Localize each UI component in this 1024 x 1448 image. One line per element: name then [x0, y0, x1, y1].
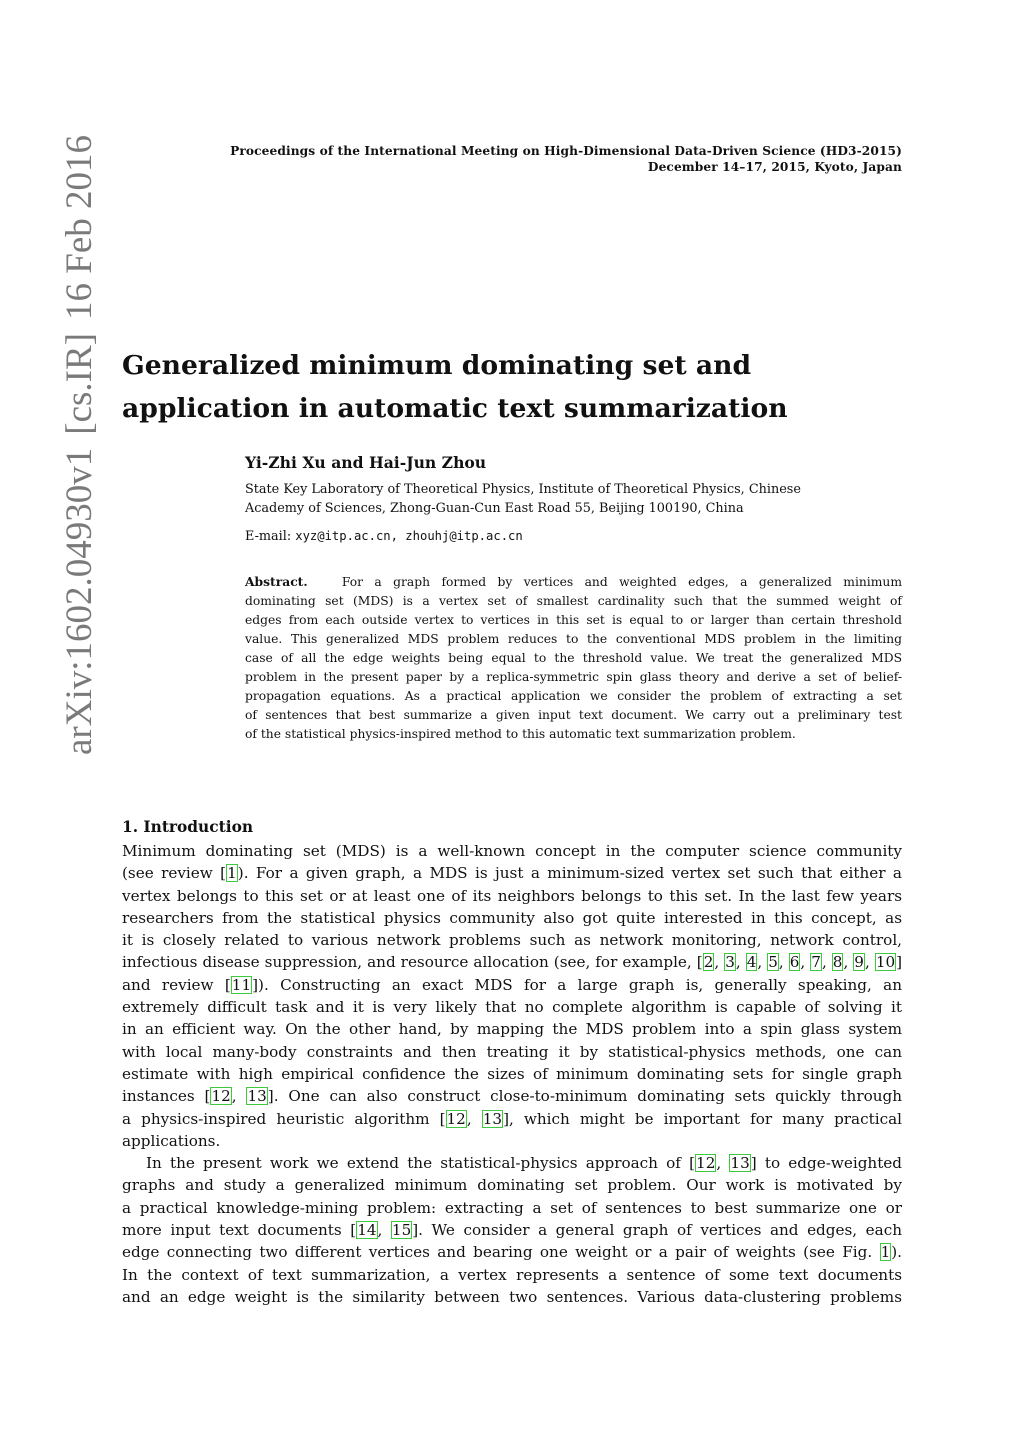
body-line	[122, 1108, 902, 1130]
text: ]	[896, 953, 903, 972]
citation-link[interactable]: 13	[482, 1109, 503, 1128]
separator: ,	[231, 1087, 247, 1106]
introduction-body	[122, 840, 902, 1308]
abstract-line: problem in the present paper by a replica-symmetric spin glass theory and derive a set of belief-	[245, 670, 902, 684]
body-line: (see review [1). For a given graph, a MDS is just a minimum-sized vertex set such that either a	[122, 864, 902, 883]
text: ] to edge-weighted	[750, 1154, 903, 1173]
text: ).	[891, 1243, 902, 1262]
affiliation	[245, 480, 905, 518]
text: (see review	[122, 864, 221, 883]
affiliation-line-2: Academy of Sciences, Zhong-Guan-Cun East Road 55, Beijing 100190, China	[245, 501, 744, 516]
body-line	[122, 1219, 902, 1241]
citation-link[interactable]: 10	[875, 953, 896, 972]
text: a physics-inspired heuristic algorithm [	[122, 1109, 446, 1128]
citation-link[interactable]: 4	[746, 953, 757, 972]
abstract-line: of sentences that best summarize a given input text document. We carry out a preliminary test	[245, 708, 902, 722]
body-line: researchers from the statistical physics community also got quite interested in this concept, as	[122, 908, 902, 927]
text: infectious disease suppression, and resource allocation (see, for example, [	[122, 953, 703, 972]
body-line: a practical knowledge-mining problem: extracting a set of sentences to best summarize one or	[122, 1198, 902, 1217]
citation-link[interactable]: 12	[696, 1154, 716, 1173]
abstract-line: of the statistical physics-inspired method to this automatic text summarization problem.	[245, 727, 796, 741]
conference-date-location: December 14–17, 2015, Kyoto, Japan	[647, 160, 902, 174]
citation-link[interactable]: 8	[832, 953, 843, 972]
arxiv-id: arXiv:1602.04930v1	[59, 447, 100, 755]
separator: ,	[821, 953, 832, 972]
body-line: estimate with high empirical confidence the sizes of minimum dominating sets for single graph	[122, 1064, 902, 1083]
citation-link[interactable]: 2	[703, 953, 714, 972]
body-line: In the context of text summarization, a vertex represents a sentence of some text documents	[122, 1265, 902, 1284]
arxiv-stamp	[55, 135, 105, 755]
abstract-label: Abstract.	[245, 574, 308, 589]
abstract-line: dominating set (MDS) is a vertex set of smallest cardinality such that the summed weight of	[245, 594, 902, 608]
citation-link[interactable]: 11	[231, 975, 252, 994]
text: more input text documents [	[122, 1221, 357, 1240]
citation-link[interactable]: 12	[211, 1087, 231, 1106]
text: and review [	[122, 975, 231, 994]
title-line-2: application in automatic text summarization	[122, 393, 788, 424]
abstract	[245, 572, 902, 744]
separator: ,	[757, 953, 768, 972]
text: ]. We consider a general graph of vertices and edges, each	[412, 1221, 902, 1240]
citation-link[interactable]: 3	[725, 953, 735, 972]
citation-link[interactable]: 13	[730, 1154, 750, 1173]
separator: ,	[778, 953, 789, 972]
body-line	[122, 1152, 902, 1174]
abstract-line	[245, 572, 902, 592]
citation-link[interactable]: 1	[227, 864, 237, 883]
body-line: and an edge weight is the similarity between two sentences. Various data-clustering problems	[122, 1287, 902, 1306]
separator: ,	[735, 953, 746, 972]
citation-link[interactable]: 13	[247, 1087, 267, 1106]
body-line: vertex belongs to this set or at least one of its neighbors belongs to this set. In the last few years	[122, 886, 902, 905]
abstract-line: edges from each outside vertex to vertices in this set is equal to or larger than certain threshold	[245, 613, 902, 627]
citation-link[interactable]: 12	[446, 1109, 466, 1128]
body-line: Minimum dominating set (MDS) is a well-known concept in the computer science community	[122, 842, 902, 860]
separator: ,	[716, 1154, 730, 1173]
body-line	[122, 1241, 902, 1263]
body-line	[122, 951, 902, 973]
email-label: E-mail:	[245, 529, 292, 544]
title-line-1: Generalized minimum dominating set and	[122, 350, 752, 381]
text: instances [	[122, 1087, 211, 1106]
text: ). For a given graph, a MDS is just a minimum-sized vertex set such that either a	[237, 864, 902, 883]
abstract-line: value. This generalized MDS problem reduces to the conventional MDS problem in the limiting	[245, 632, 902, 646]
paper-title	[122, 344, 902, 430]
body-line: it is closely related to various network problems such as network monitoring, network control,	[122, 931, 902, 950]
abstract-text: For a graph formed by vertices and weighted edges, a generalized minimum	[341, 575, 902, 589]
citation-link[interactable]: 14	[357, 1221, 377, 1240]
proceedings-header: Proceedings of the International Meeting on High-Dimensional Data-Driven Science (HD3-2015)	[230, 144, 902, 158]
abstract-line: case of all the edge weights being equal to the threshold value. We treat the generalized MDS	[245, 651, 902, 665]
text: In the present work we extend the statistical-physics approach of [	[146, 1154, 696, 1173]
section-heading-introduction: 1. Introduction	[122, 818, 254, 836]
text: ], which might be important for many practical	[503, 1109, 902, 1128]
citation-link[interactable]: 9	[854, 953, 864, 972]
body-line: in an efficient way. On the other hand, by mapping the MDS problem into a spin glass system	[122, 1020, 902, 1039]
citation-link[interactable]: 6	[789, 953, 800, 972]
email-addresses[interactable]: xyz@itp.ac.cn, zhouhj@itp.ac.cn	[295, 529, 523, 543]
affiliation-line-1: State Key Laboratory of Theoretical Physics, Institute of Theoretical Physics, Chinese	[245, 482, 801, 497]
text: ]). Constructing an exact MDS for a large graph is, generally speaking, an	[252, 975, 902, 994]
citation-link[interactable]: 7	[811, 953, 821, 972]
body-line: extremely difficult task and it is very likely that no complete algorithm is capable of solving it	[122, 998, 902, 1017]
authors: Yi-Zhi Xu and Hai-Jun Zhou	[245, 453, 487, 472]
citation-link[interactable]: 15	[391, 1221, 412, 1240]
separator: ,	[843, 953, 854, 972]
text: edge connecting two different vertices and bearing one weight or a pair of weights (see Fig.	[122, 1243, 880, 1262]
body-line	[122, 1085, 902, 1107]
separator: ,	[714, 953, 725, 972]
body-line: graphs and study a generalized minimum dominating set problem. Our work is motivated by	[122, 1176, 902, 1195]
separator: ,	[800, 953, 811, 972]
figure-link[interactable]: 1	[880, 1243, 891, 1262]
body-line: with local many-body constraints and then treating it by statistical-physics methods, one can	[122, 1042, 902, 1061]
arxiv-date: 16 Feb 2016	[59, 135, 100, 320]
separator: ,	[377, 1221, 391, 1240]
text: ]. One can also construct close-to-minimum dominating sets quickly through	[267, 1087, 903, 1106]
body-line: applications.	[122, 1131, 221, 1150]
body-line	[122, 974, 902, 996]
email-line	[245, 527, 523, 546]
separator: ,	[864, 953, 875, 972]
arxiv-category: [cs.IR]	[59, 333, 100, 435]
abstract-line: propagation equations. As a practical application we consider the problem of extracting a set	[245, 689, 902, 703]
separator: ,	[466, 1109, 482, 1128]
citation-link[interactable]: 5	[768, 953, 778, 972]
